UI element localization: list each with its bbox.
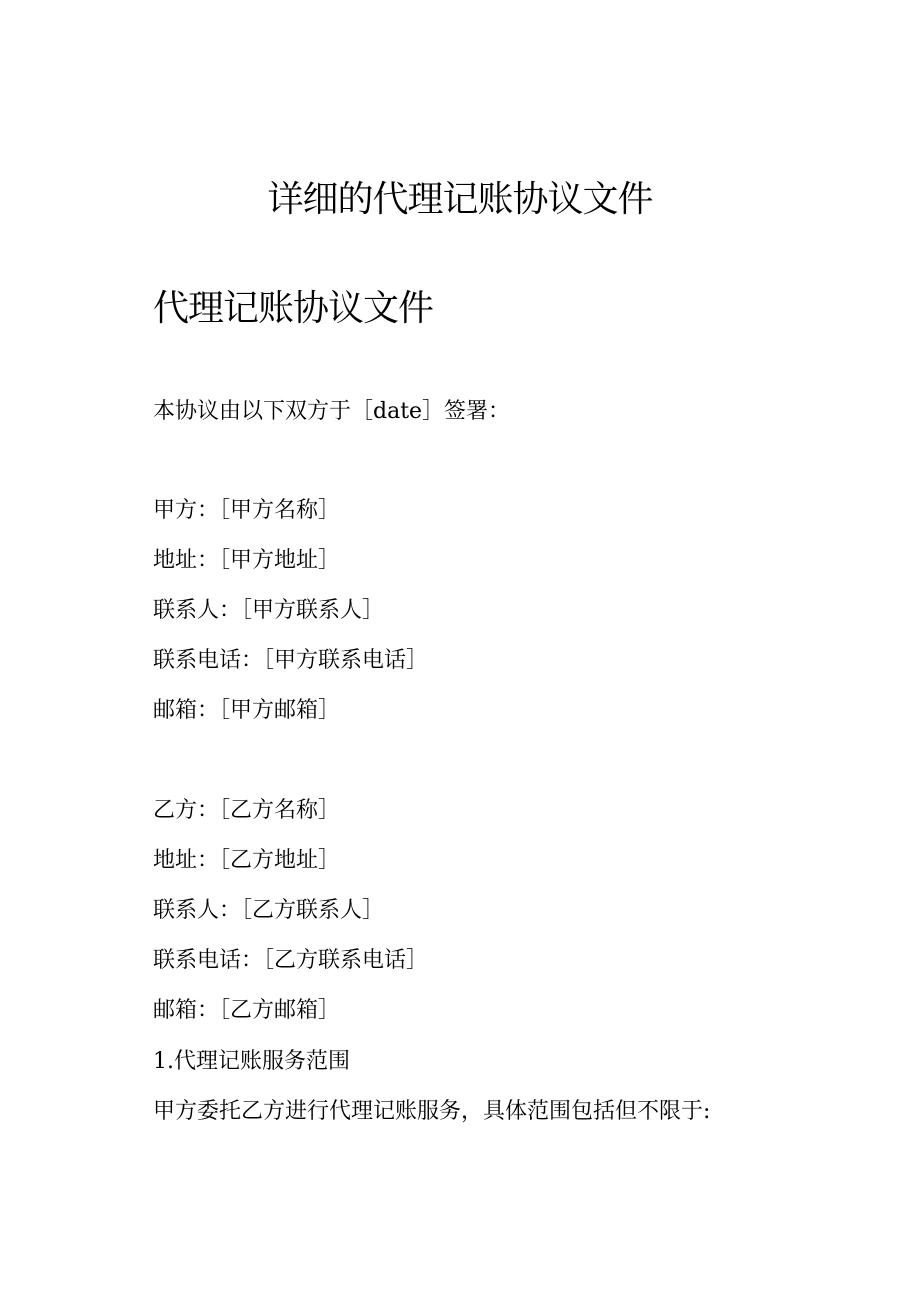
intro-text: 本协议由以下双方于［date］签署： bbox=[153, 399, 511, 424]
section-title: 代理记账协议文件 bbox=[153, 288, 434, 329]
party-b-address: 地址：［乙方地址］ bbox=[153, 848, 341, 873]
party-b-contact: 联系人：［乙方联系人］ bbox=[153, 898, 385, 923]
party-a-email: 邮箱：［甲方邮箱］ bbox=[153, 698, 341, 723]
party-a-phone: 联系电话：［甲方联系电话］ bbox=[153, 648, 429, 673]
party-a-contact: 联系人：［甲方联系人］ bbox=[153, 598, 385, 623]
clause-1-heading: 1.代理记账服务范围 bbox=[153, 1049, 350, 1074]
party-b-name: 乙方：［乙方名称］ bbox=[153, 798, 341, 823]
party-b-phone: 联系电话：［乙方联系电话］ bbox=[153, 948, 429, 973]
party-b-email: 邮箱：［乙方邮箱］ bbox=[153, 998, 341, 1023]
party-a-name: 甲方：［甲方名称］ bbox=[153, 498, 341, 523]
party-a-address: 地址：［甲方地址］ bbox=[153, 548, 341, 573]
document-title: 详细的代理记账协议文件 bbox=[267, 179, 653, 220]
clause-1-body: 甲方委托乙方进行代理记账服务，具体范围包括但不限于: bbox=[153, 1099, 711, 1124]
